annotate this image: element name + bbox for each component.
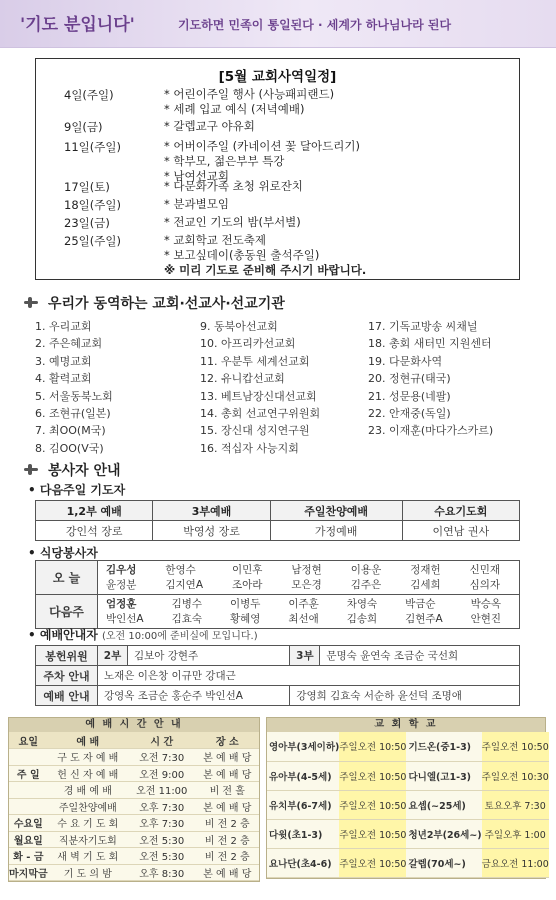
list-item: 12. 유니캅선교회: [200, 372, 285, 386]
schedule-date: 11일(주일): [64, 140, 121, 154]
table-cell: 2부: [98, 646, 128, 666]
schedule-item: * 남여선교회: [164, 169, 229, 183]
volunteer-name: 황혜영: [229, 612, 261, 625]
table-cell: 오후 7:30: [128, 798, 196, 815]
schedule-item: * 분과별모임: [164, 197, 229, 211]
list-item: 16. 적십자 사능지회: [200, 441, 299, 455]
volunteer-name: 조아라: [231, 578, 263, 591]
volunteer-name: 박인선A: [106, 612, 144, 625]
prayer-table: [35, 500, 520, 541]
schedule-date: 17일(토): [64, 180, 110, 194]
table-row: [9, 848, 259, 865]
table-cell: 직분자기도회: [48, 831, 128, 848]
volunteer-name: 김주은: [350, 578, 382, 591]
kitchen-table: [35, 560, 520, 629]
table-cell: 노재은 이은창 이규만 강대근: [98, 666, 520, 686]
volunteer-name: 차영숙: [346, 597, 378, 610]
partner-list-col2: [200, 318, 320, 457]
table-row: [267, 761, 549, 790]
table-cell: 헌 신 자 예 배: [48, 765, 128, 782]
partner-list-col3: [368, 318, 493, 440]
table-row: [9, 831, 259, 848]
table-cell: 토요오후 7:30: [482, 790, 549, 819]
partners-title: 우리가 동역하는 교회·선교사·선교기관: [48, 296, 285, 312]
volunteer-name: 김효숙: [171, 612, 202, 625]
table-row: [267, 790, 549, 819]
table-cell: 갈렙(70세~): [406, 848, 481, 877]
list-item: 4. 활력교회: [35, 372, 92, 386]
list-item: 1. 우리교회: [35, 320, 92, 333]
table-header: 수요기도회: [402, 501, 519, 521]
list-item: 13. 베트남장신대선교회: [200, 389, 317, 403]
table-cell: 주 일: [9, 765, 48, 782]
schedule-date: 23일(금): [64, 216, 110, 230]
table-cell: 주일찬양예배: [48, 798, 128, 815]
church-school-box: [266, 717, 549, 879]
partner-list-col1: [35, 318, 113, 457]
table-row: [9, 749, 259, 766]
volunteers-title: 봉사자 안내: [48, 463, 121, 479]
table-cell: 수요일: [9, 815, 48, 832]
volunteer-name: 심의자: [469, 578, 501, 591]
table-row: [36, 595, 520, 629]
table-cell: 본 예 배 당: [196, 798, 259, 815]
name-grid: [98, 563, 519, 593]
schedule-item: * 세례 입교 예식 (저녁예배): [164, 102, 305, 116]
table-cell: 구 도 자 예 배: [48, 749, 128, 766]
header-banner: [0, 0, 556, 48]
table-header: 주일찬양예배: [270, 501, 402, 521]
prayer-heading: • 다음주일 기도자: [28, 483, 126, 497]
list-item: 21. 성문용(네팔): [368, 389, 451, 403]
table-cell: 주일오후 1:00: [482, 819, 549, 848]
table-cell: [9, 782, 48, 799]
list-item: 6. 조현규(일본): [35, 407, 111, 421]
table-cell: [9, 798, 48, 815]
table-cell: 경 배 예 배: [48, 782, 128, 799]
table-cell: 오전 7:30: [128, 749, 196, 766]
list-item: 19. 다문화사역: [368, 354, 443, 368]
table-header: 예 배: [48, 732, 128, 749]
table-row: [36, 521, 520, 541]
table-cell: 주일오전 10:50: [339, 848, 406, 877]
volunteer-name: 최선애: [288, 612, 319, 625]
table-cell: 비 전 2 층: [196, 848, 259, 865]
volunteer-name: 김지연A: [165, 578, 204, 591]
volunteer-name: 김병수: [171, 597, 202, 610]
volunteer-name: 김현주A: [405, 612, 443, 625]
row-label: 봉헌위원: [36, 646, 98, 666]
table-cell: 주일오전 10:50: [339, 790, 406, 819]
list-item: 11. 우분투 세계선교회: [200, 354, 310, 368]
table-cell: 새 벽 기 도 회: [48, 848, 128, 865]
table-cell: 박영성 장로: [153, 521, 270, 541]
table-cell: 기 도 의 밤: [48, 864, 128, 881]
church-school-table: [267, 732, 549, 878]
table-row: [9, 798, 259, 815]
volunteer-name: 남정현: [291, 563, 322, 576]
table-cell: 요셉(~25세): [406, 790, 481, 819]
volunteer-name: 엄정훈: [106, 597, 137, 610]
schedule-item: * 전교인 기도의 밤(부서별): [164, 215, 301, 229]
table-cell: 영아부(3세이하): [267, 732, 339, 761]
volunteer-name: 이민후: [231, 563, 263, 576]
schedule-item: * 학부모, 젊은부부 특강: [164, 154, 285, 168]
table-cell: 오후 8:30: [128, 864, 196, 881]
volunteer-name: 이병두: [229, 597, 261, 610]
table-cell: 월요일: [9, 831, 48, 848]
volunteer-name: 한영수: [165, 563, 196, 576]
section-bullet-icon: [22, 463, 42, 477]
list-item: 15. 장신대 성지연구원: [200, 424, 310, 438]
volunteer-name: 윤정분: [106, 578, 137, 591]
ushers-table: [35, 645, 520, 706]
volunteer-name: 신민재: [469, 563, 501, 576]
schedule-item: * 교회학교 전도축제: [164, 233, 266, 247]
schedule-date: 4일(주일): [64, 88, 114, 102]
worship-times-title: 예 배 시 간 안 내: [9, 718, 259, 732]
banner-subtitle: 기도하면 민족이 통일된다 · 세계가 하나님나라 된다: [178, 18, 452, 32]
table-row: [9, 864, 259, 881]
table-cell: 가정예배: [270, 521, 402, 541]
table-cell: 화 - 금: [9, 848, 48, 865]
table-cell: 마지막금: [9, 864, 48, 881]
table-row: [36, 666, 520, 686]
schedule-item: * 어버이주일 (카네이션 꽃 달아드리기): [164, 139, 360, 153]
worship-times-table: [9, 732, 259, 881]
table-cell: [9, 749, 48, 766]
table-cell: 청년2부(26세~): [406, 819, 481, 848]
table-cell: 유아부(4-5세): [267, 761, 339, 790]
table-cell: 기드온(중1-3): [406, 732, 481, 761]
volunteer-name: 박금순: [405, 597, 436, 610]
table-cell: 오전 5:30: [128, 848, 196, 865]
table-header: 1,2부 예배: [36, 501, 153, 521]
list-item: 20. 정현규(태국): [368, 372, 451, 386]
table-row: [267, 819, 549, 848]
schedule-date: 18일(주일): [64, 198, 121, 212]
list-item: 5. 서울동북노회: [35, 389, 113, 403]
volunteer-name: 김송희: [346, 612, 378, 625]
table-header: 시 간: [128, 732, 196, 749]
table-header: 장 소: [196, 732, 259, 749]
table-cell: 이연남 권사: [402, 521, 519, 541]
schedule-item: * 보고싶데이(총동원 출석주일): [164, 248, 320, 262]
schedule-item: * 어린이주일 행사 (사능패피랜드): [164, 87, 335, 101]
table-cell: 오전 9:00: [128, 765, 196, 782]
table-cell: 오전 11:00: [128, 782, 196, 799]
table-cell: 본 예 배 당: [196, 749, 259, 766]
table-header: 3부예배: [153, 501, 270, 521]
schedule-item: * 다문화가족 초청 위로잔치: [164, 179, 303, 193]
table-cell: 주일오전 10:50: [339, 761, 406, 790]
volunteer-name: 김세희: [410, 578, 441, 591]
ushers-title: • 예배안내자: [28, 628, 98, 642]
table-row: [36, 561, 520, 595]
volunteer-name: 정재헌: [410, 563, 441, 576]
list-item: 9. 동북아선교회: [200, 320, 278, 333]
volunteer-name: 김우성: [106, 563, 137, 576]
table-row: [36, 646, 520, 666]
table-cell: 김보아 강현주: [128, 646, 290, 666]
table-cell: 3부: [290, 646, 320, 666]
volunteer-name: 모은경: [291, 578, 322, 591]
table-cell: 주일오전 10:50: [339, 732, 406, 761]
row-label: 오 늘: [36, 561, 98, 595]
table-row: [9, 815, 259, 832]
row-label: 예배 안내: [36, 686, 98, 706]
church-school-title: 교 회 학 교: [267, 718, 545, 732]
table-row: [9, 782, 259, 799]
table-cell: 강인석 장로: [36, 521, 153, 541]
table-row: [267, 732, 549, 761]
table-cell: 금요오전 11:00: [482, 848, 549, 877]
row-label: 주차 안내: [36, 666, 98, 686]
table-row: [267, 848, 549, 877]
list-item: 2. 주은혜교회: [35, 337, 103, 351]
list-item: 10. 아프리카선교회: [200, 337, 296, 351]
table-cell: 비 전 2 층: [196, 815, 259, 832]
table-cell: 강영옥 조금순 홍순주 박인선A: [98, 686, 290, 706]
worship-times-box: [8, 717, 260, 882]
volunteer-name: 안현진: [470, 612, 502, 625]
table-cell: 오후 7:30: [128, 815, 196, 832]
banner-title: '기도 분입니다': [20, 15, 135, 35]
monthly-schedule-box: [35, 58, 520, 280]
volunteer-name: 박승옥: [470, 597, 502, 610]
volunteer-name: 이주훈: [288, 597, 319, 610]
table-cell: 강영희 김효숙 서순하 윤선덕 조명애: [290, 686, 520, 706]
table-row: [36, 501, 520, 521]
list-item: 18. 총회 새터민 지원센터: [368, 337, 492, 351]
table-cell: 주일오전 10:50: [339, 819, 406, 848]
schedule-date: 9일(금): [64, 120, 103, 134]
table-row: [9, 732, 259, 749]
table-cell: 유치부(6-7세): [267, 790, 339, 819]
ushers-heading: [28, 626, 258, 643]
row-label: 다음주: [36, 595, 98, 629]
volunteer-name: 이용운: [350, 563, 382, 576]
table-cell: 비 전 2 층: [196, 831, 259, 848]
volunteers-heading: [22, 460, 121, 480]
table-cell: 요나단(초4-6): [267, 848, 339, 877]
table-cell: 수 요 기 도 회: [48, 815, 128, 832]
table-cell: 본 예 배 당: [196, 864, 259, 881]
schedule-note: ※ 미리 기도로 준비해 주시기 바랍니다.: [164, 263, 367, 277]
table-cell: 오전 5:30: [128, 831, 196, 848]
list-item: 14. 총회 선교연구위원회: [200, 407, 321, 421]
list-item: 3. 예명교회: [35, 354, 92, 368]
kitchen-heading: • 식당봉사자: [28, 546, 98, 560]
table-cell: 본 예 배 당: [196, 765, 259, 782]
ushers-note: (오전 10:00에 준비실에 모입니다.): [102, 631, 258, 642]
list-item: 23. 이재훈(마다가스카르): [368, 424, 494, 438]
table-cell: 주일오전 10:30: [482, 761, 549, 790]
schedule-item: * 갈렙교구 야유회: [164, 119, 255, 133]
partners-heading: [22, 293, 285, 313]
list-item: 17. 기독교방송 씨채널: [368, 320, 478, 333]
table-row: [36, 686, 520, 706]
list-item: 8. 김OO(V국): [35, 441, 104, 455]
table-row: [9, 765, 259, 782]
table-cell: 다윗(초1-3): [267, 819, 339, 848]
table-header: 요일: [9, 732, 48, 749]
table-cell: 다니엘(고1-3): [406, 761, 481, 790]
schedule-date: 25일(주일): [64, 234, 121, 248]
table-cell: 비 전 홀: [196, 782, 259, 799]
list-item: 22. 안재중(독일): [368, 407, 451, 421]
name-grid: [98, 597, 519, 627]
section-bullet-icon: [22, 296, 42, 310]
table-cell: 주일오전 10:50: [482, 732, 549, 761]
table-cell: 문명숙 윤연숙 조금순 국선희: [320, 646, 520, 666]
schedule-title: [5월 교회사역일정]: [218, 69, 337, 85]
list-item: 7. 최OO(M국): [35, 424, 106, 438]
